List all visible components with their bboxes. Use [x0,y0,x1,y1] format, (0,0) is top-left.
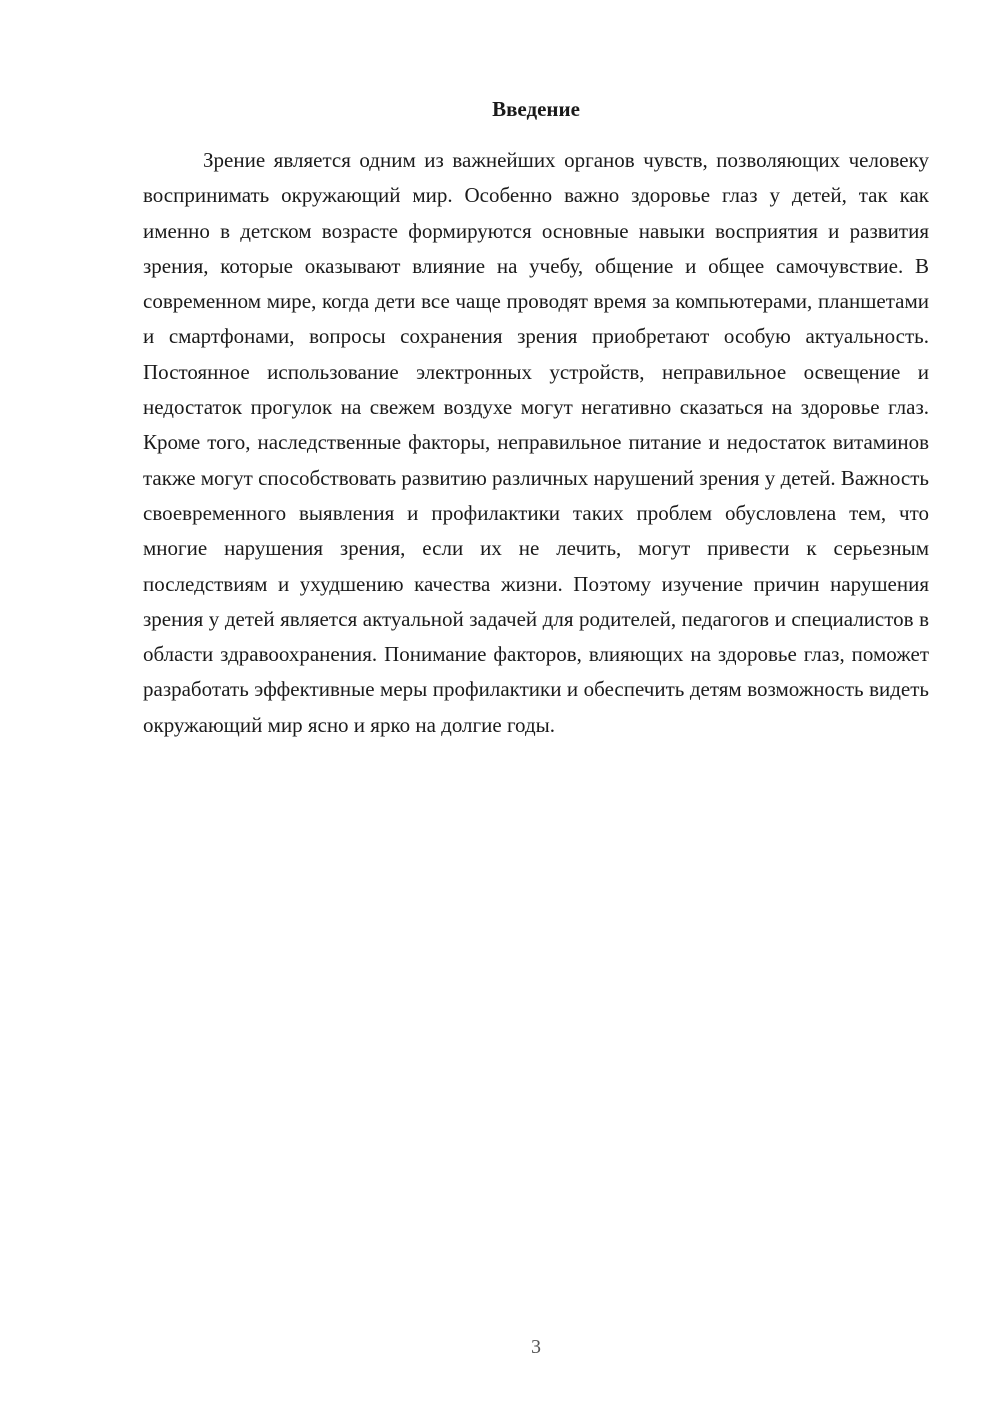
introduction-paragraph: Зрение является одним из важнейших органов чувств, позволяющих человеку воспринимать окружающий мир. Особенно важно здоровье глаз у детей, так как именно в детском возрасте формируются основные навыки восприятия и развития зрения, которые оказывают влияние на учебу, общение и общее самочувствие. В современном мире, когда дети все чаще проводят время за компьютерами, планшетами и смартфонами, вопросы сохранения зрения приобретают особую актуальность. Постоянное использование электронных устройств, неправильное освещение и недостаток прогулок на свежем воздухе могут негативно сказаться на здоровье глаз. Кроме того, наследственные факторы, неправильное питание и недостаток витаминов также могут способствовать развитию различных нарушений зрения у детей. Важность своевременного выявления и профилактики таких проблем обусловлена тем, что многие нарушения зрения, если их не лечить, могут привести к серьезным последствиям и ухудшению качества жизни. Поэтому изучение причин нарушения зрения у детей является актуальной задачей для родителей, педагогов и специалистов в области здравоохранения. Понимание факторов, влияющих на здоровье глаз, поможет разработать эффективные меры профилактики и обеспечить детям возможность видеть окружающий мир ясно и ярко на долгие годы. [143,148,929,737]
page-number: 3 [531,1336,541,1358]
section-heading: Введение [492,97,580,121]
